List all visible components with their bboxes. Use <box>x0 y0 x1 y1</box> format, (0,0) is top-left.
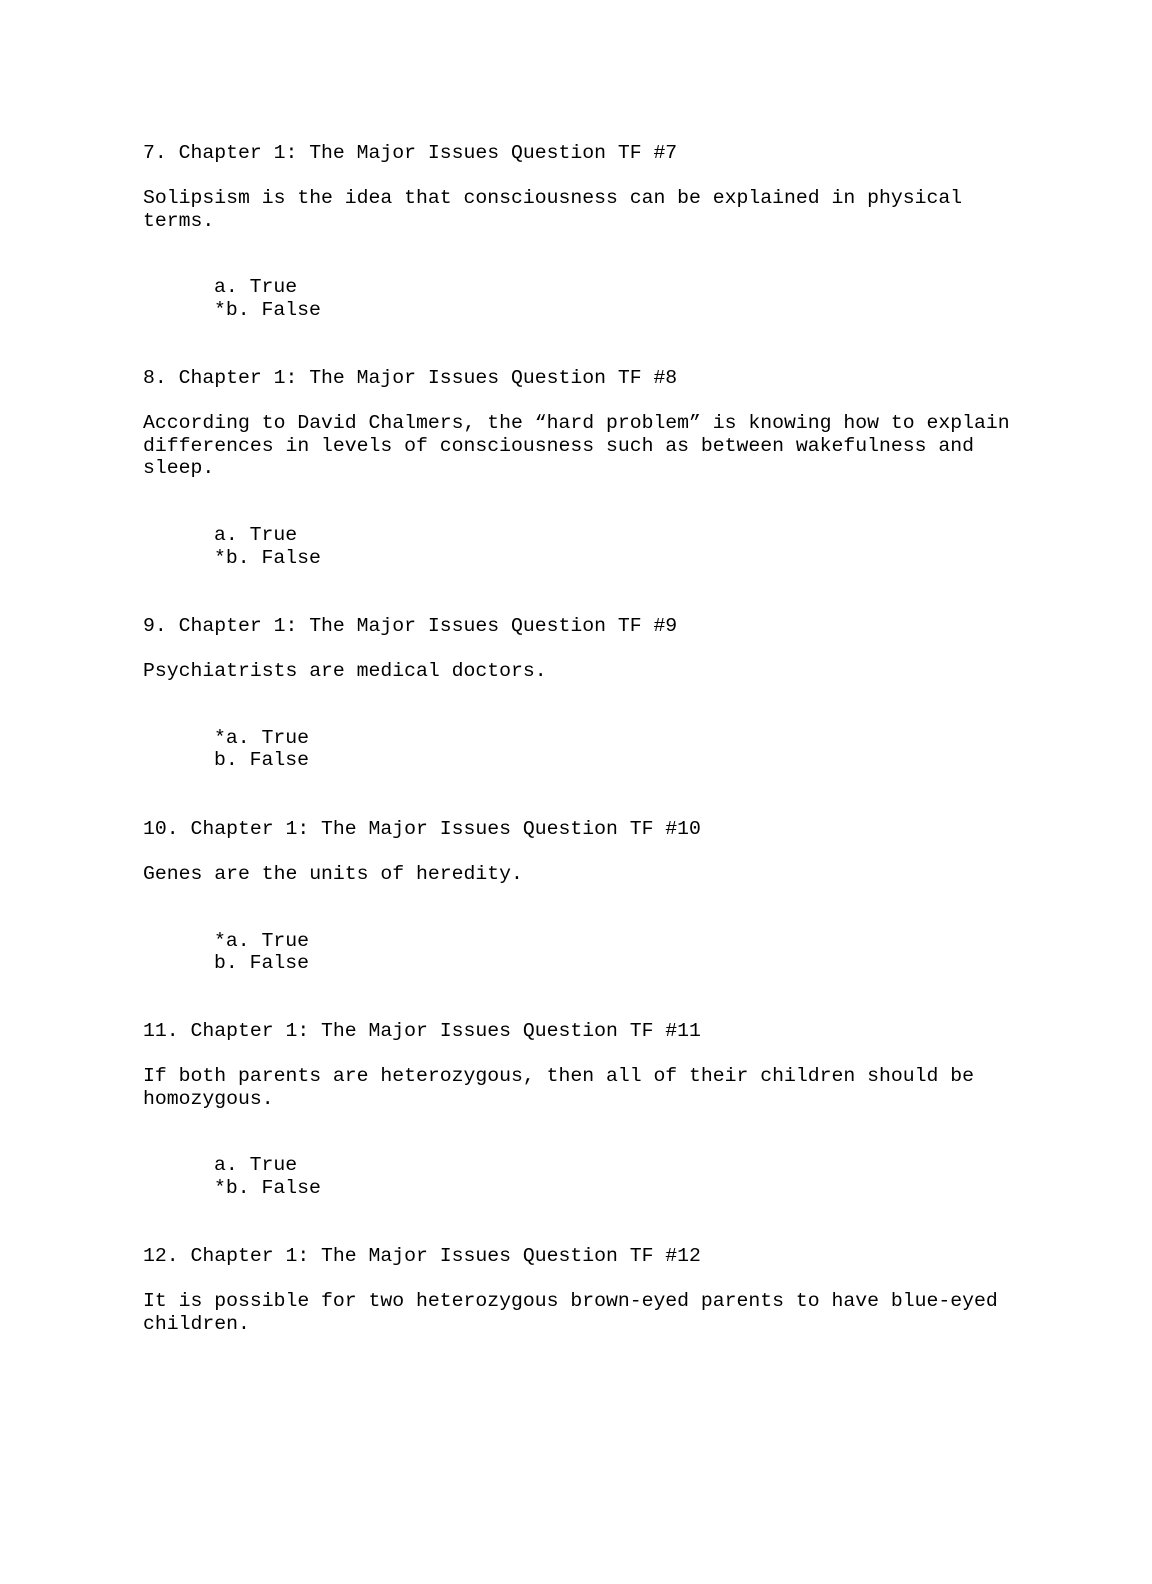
question-title: 11. Chapter 1: The Major Issues Question TF #11 <box>143 1020 701 1042</box>
answer-choices <box>214 727 1023 773</box>
question-text: Genes are the units of heredity. <box>143 862 523 885</box>
question-title: 12. Chapter 1: The Major Issues Question TF #12 <box>143 1245 701 1267</box>
answer-choices <box>214 276 1023 322</box>
choice-a: a. True <box>214 524 298 547</box>
choice-b: *b. False <box>214 299 321 322</box>
choice-b: b. False <box>214 749 309 772</box>
question-title: 7. Chapter 1: The Major Issues Question TF #7 <box>143 142 678 164</box>
choice-a: a. True <box>214 276 298 299</box>
question-7 <box>143 142 1023 322</box>
answer-choices <box>214 1154 1023 1200</box>
choice-b: b. False <box>214 952 309 975</box>
choice-b: *b. False <box>214 1177 321 1200</box>
question-11 <box>143 1020 1023 1200</box>
question-10 <box>143 818 1023 975</box>
choice-a: *a. True <box>214 726 309 749</box>
question-9 <box>143 615 1023 772</box>
question-12 <box>143 1245 1023 1335</box>
answer-choices <box>214 930 1023 976</box>
question-8 <box>143 367 1023 570</box>
answer-choices <box>214 524 1023 570</box>
question-title: 10. Chapter 1: The Major Issues Question TF #10 <box>143 818 701 840</box>
question-text: It is possible for two heterozygous brown-eyed parents to have blue-eyed children. <box>143 1289 998 1335</box>
choice-a: *a. True <box>214 929 309 952</box>
choice-b: *b. False <box>214 546 321 569</box>
choice-a: a. True <box>214 1154 298 1177</box>
question-title: 9. Chapter 1: The Major Issues Question TF #9 <box>143 615 678 637</box>
question-text: According to David Chalmers, the “hard problem” is knowing how to explain differences in levels of consciousness such as between wakefulness and sleep. <box>143 411 1010 480</box>
question-text: If both parents are heterozygous, then all of their children should be homozygous. <box>143 1064 974 1110</box>
question-text: Psychiatrists are medical doctors. <box>143 659 547 682</box>
question-title: 8. Chapter 1: The Major Issues Question TF #8 <box>143 367 678 389</box>
question-text: Solipsism is the idea that consciousness can be explained in physical terms. <box>143 186 963 232</box>
